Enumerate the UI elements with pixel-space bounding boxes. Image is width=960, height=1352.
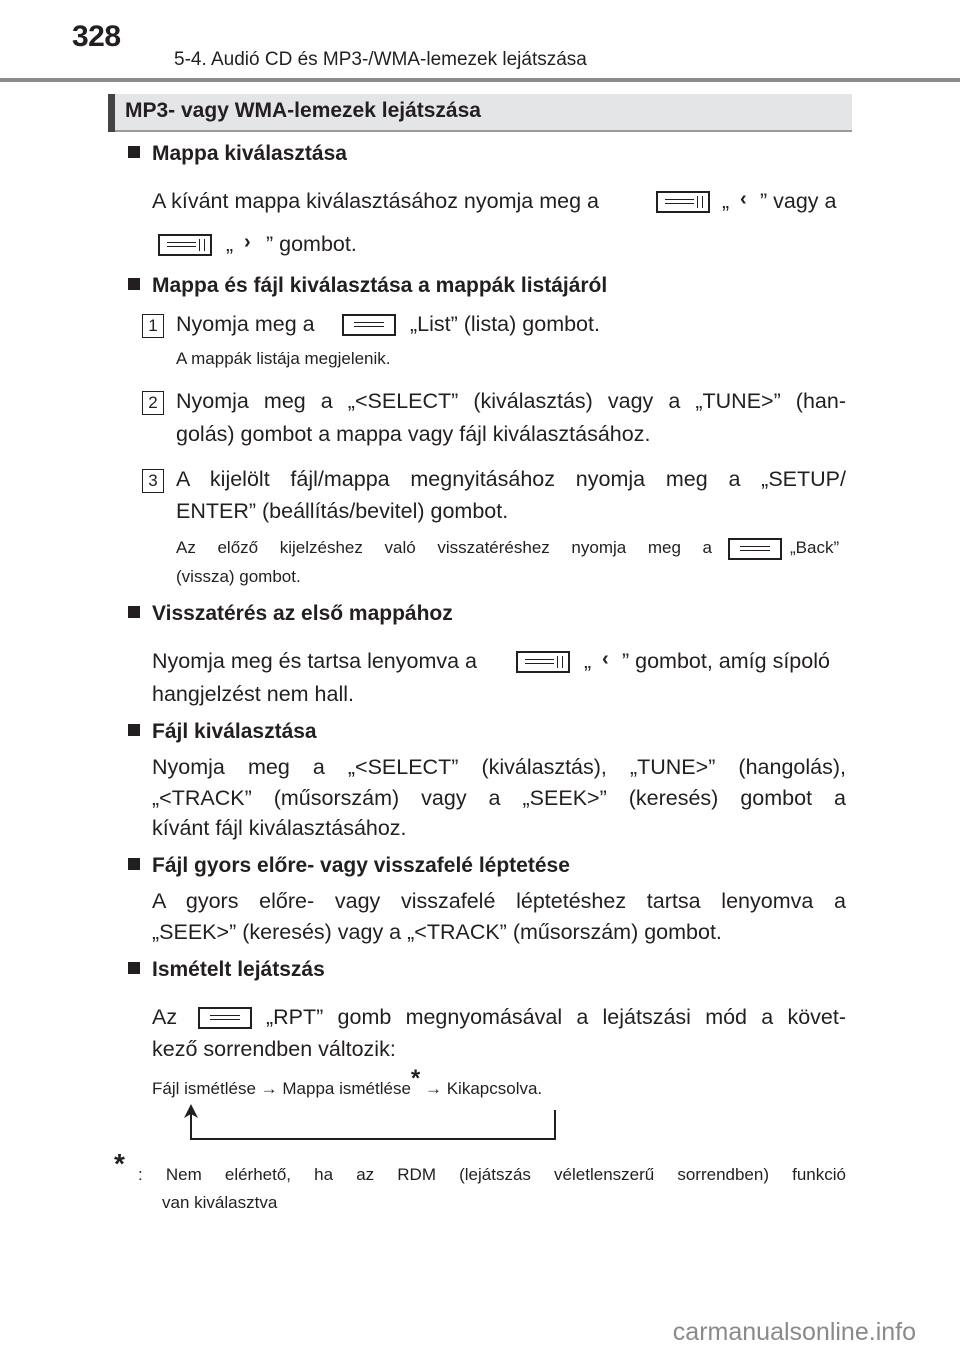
arrow-right-icon: → bbox=[424, 1079, 442, 1098]
section-title-bar bbox=[108, 94, 852, 132]
arrow-up-icon bbox=[182, 1104, 200, 1124]
return-text-1: Nyomja meg és tartsa lenyomva a bbox=[152, 649, 478, 673]
return-text-2: ” gombot, amíg sípoló bbox=[622, 649, 830, 673]
heading-file-select: Fájl kiválasztása bbox=[128, 720, 317, 744]
quote-open: „ bbox=[584, 649, 592, 673]
file-select-line-1: Nyomja meg a „<SELECT” (kiválasztás), „TUNE>” (hangolás), bbox=[152, 755, 846, 779]
step-2-line-2: golás) gombot a mappa vagy fájl kiválasztásához. bbox=[176, 422, 651, 446]
heading-repeat: Ismételt lejátszás bbox=[128, 958, 325, 982]
button-icon bbox=[342, 314, 396, 336]
button-icon bbox=[656, 191, 710, 213]
step-number-2: 2 bbox=[142, 391, 164, 415]
step-number-3: 3 bbox=[142, 469, 164, 493]
cycle-folder-repeat: Mappa ismétlése bbox=[282, 1079, 411, 1098]
repeat-cycle bbox=[152, 1065, 543, 1104]
fast-step-line-2: „SEEK>” (keresés) vagy a „<TRACK” (műsorszám) gombot. bbox=[152, 920, 722, 944]
step-1-text-2: „List” (lista) gombot. bbox=[410, 312, 600, 336]
footnote-mark: * bbox=[114, 1148, 125, 1179]
quote-open: „ bbox=[226, 232, 234, 256]
repeat-text-3: kező sorrendben változik: bbox=[152, 1037, 396, 1061]
chevron-left-icon: ‹ bbox=[740, 188, 747, 210]
heading-list-select: Mappa és fájl kiválasztása a mappák listájáról bbox=[128, 274, 607, 298]
return-text-3: hangjelzést nem hall. bbox=[152, 682, 354, 706]
step-3-line-2: ENTER” (beállítás/bevitel) gombot. bbox=[176, 499, 509, 523]
chevron-left-icon: ‹ bbox=[602, 648, 609, 670]
arrow-right-icon: → bbox=[260, 1079, 278, 1098]
folder-select-text-3: ” gombot. bbox=[266, 232, 357, 256]
page-number: 328 bbox=[72, 20, 121, 53]
footnote-line-1: : Nem elérhető, ha az RDM (lejátszás véletlenszerű sorrendben) funkció bbox=[138, 1165, 846, 1184]
cycle-file-repeat: Fájl ismétlése bbox=[152, 1079, 256, 1098]
button-icon bbox=[516, 651, 570, 673]
file-select-line-3: kívánt fájl kiválasztásához. bbox=[152, 816, 407, 840]
fast-step-line-1: A gyors előre- vagy visszafelé léptetéshez tartsa lenyomva a bbox=[152, 889, 846, 913]
heading-folder-select: Mappa kiválasztása bbox=[128, 142, 347, 166]
chevron-right-icon: › bbox=[244, 231, 251, 253]
step-3-note-3: (vissza) gombot. bbox=[176, 567, 301, 586]
loop-back-arrow bbox=[190, 1110, 556, 1140]
button-icon bbox=[158, 234, 212, 256]
footnote-line-2: van kiválasztva bbox=[162, 1193, 278, 1212]
step-2-line-1: Nyomja meg a „<SELECT” (kiválasztás) vagy a „TUNE>” (han- bbox=[176, 389, 846, 413]
square-bullet-icon bbox=[128, 278, 140, 290]
square-bullet-icon bbox=[128, 146, 140, 158]
section-bar-marker bbox=[108, 94, 115, 132]
footer-watermark: carmanualsonline.info bbox=[672, 1318, 916, 1346]
step-1-note: A mappák listája megjelenik. bbox=[176, 349, 391, 368]
heading-fast-step: Fájl gyors előre- vagy visszafelé léptetése bbox=[128, 854, 570, 878]
step-3-note-2: „Back” bbox=[790, 538, 840, 557]
square-bullet-icon bbox=[128, 606, 140, 618]
square-bullet-icon bbox=[128, 858, 140, 870]
cycle-off: Kikapcsolva. bbox=[446, 1079, 543, 1098]
square-bullet-icon bbox=[128, 724, 140, 736]
folder-select-text-2: ” vagy a bbox=[760, 189, 837, 213]
step-number-1: 1 bbox=[142, 314, 164, 338]
square-bullet-icon bbox=[128, 962, 140, 974]
asterisk-mark: * bbox=[410, 1065, 421, 1092]
repeat-text-2: „RPT” gomb megnyomásával a lejátszási mód a követ- bbox=[266, 1005, 846, 1029]
step-3-note-1: Az előző kijelzéshez való visszatéréshez nyomja meg a bbox=[176, 538, 712, 557]
step-1-text: Nyomja meg a bbox=[176, 312, 315, 336]
quote-open: „ bbox=[722, 189, 730, 213]
folder-select-text-1: A kívánt mappa kiválasztásához nyomja meg a bbox=[152, 189, 599, 213]
button-icon bbox=[728, 538, 782, 560]
button-icon bbox=[198, 1007, 252, 1029]
repeat-text-1: Az bbox=[152, 1005, 178, 1029]
step-3-line-1: A kijelölt fájl/mappa megnyitásához nyomja meg a „SETUP/ bbox=[176, 467, 846, 491]
section-title: MP3- vagy WMA-lemezek lejátszása bbox=[125, 99, 481, 122]
file-select-line-2: „<TRACK” (műsorszám) vagy a „SEEK>” (keresés) gombot a bbox=[152, 786, 846, 810]
running-head: 5-4. Audió CD és MP3-/WMA-lemezek lejátszása bbox=[174, 49, 587, 70]
heading-return-first: Visszatérés az első mappához bbox=[128, 602, 453, 626]
header-rule bbox=[0, 78, 960, 82]
